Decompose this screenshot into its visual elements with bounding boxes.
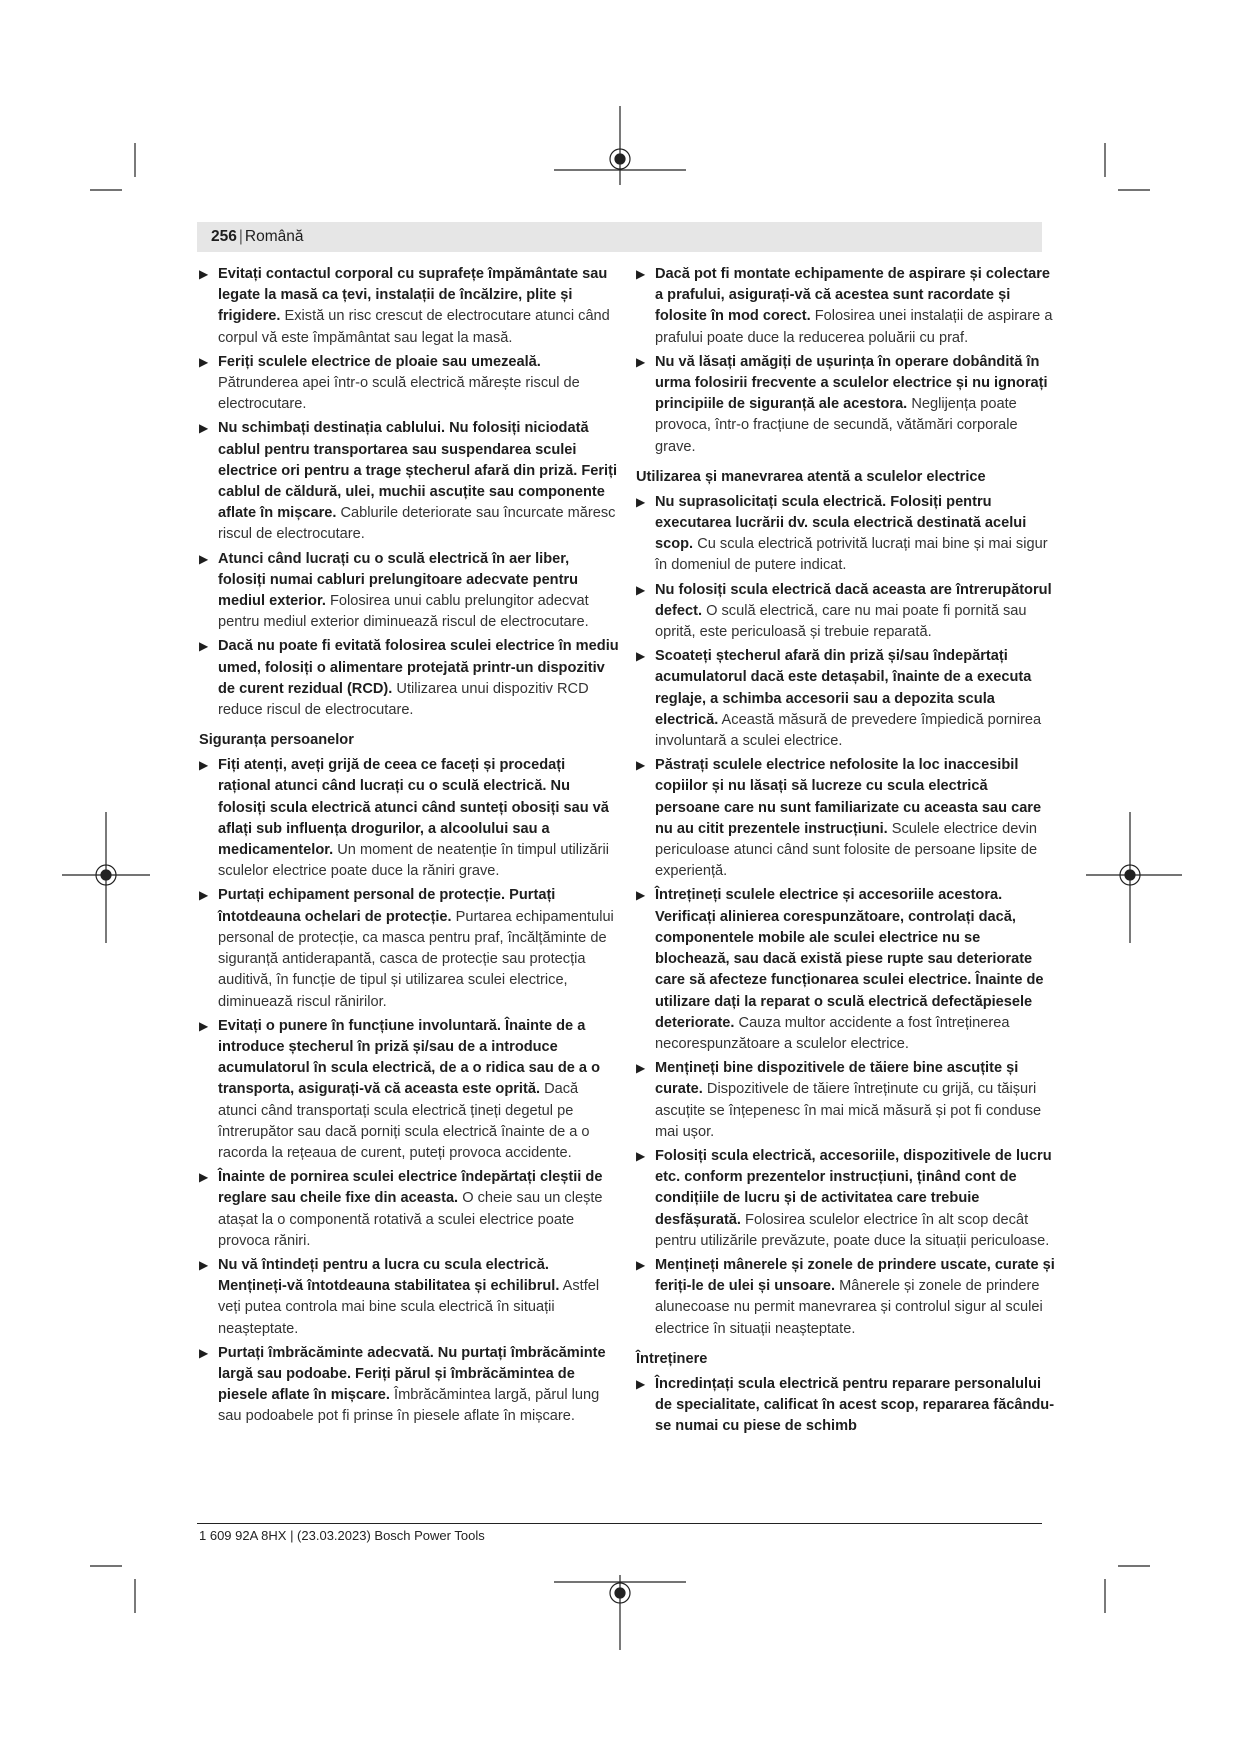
item-explanation: Neglijența poate provoca, într-o fracțiune de secundă, vătămări corporale grave.	[655, 396, 1018, 455]
bullet-arrow-icon: ▶	[636, 1376, 646, 1391]
item-explanation: Această măsură de prevedere împiedică pornirea involuntară a sculei electrice.	[655, 711, 1042, 750]
item-explanation: Cablurile deteriorate sau încurcate măresc riscul de electrocutare.	[218, 505, 616, 543]
list-item	[636, 352, 1056, 458]
item-instruction: Mențineți mânerele și zonele de prindere uscate, curate și feriți-le de ulei și unsoare.	[655, 1256, 1055, 1295]
item-explanation: Îmbrăcămintea largă, părul lung sau podoabele pot fi prinse în piesele aflate în mișcare.	[218, 1387, 600, 1425]
list-item	[636, 885, 1056, 1055]
item-instruction: Nu schimbați destinația cablului. Nu folosiți niciodată cablul pentru transportarea sau suspendarea sculei electrice ori pentru a trage ștecherul afară din priză. Feriți cablul de căldură, ulei, muchii ascuțite sau componente aflate în mișcare.	[218, 420, 618, 522]
item-explanation: O cheie sau un clește atașat la o componentă rotativă a sculei electrice poate provoca răniri.	[218, 1190, 603, 1249]
safety-list-dust	[636, 264, 1056, 458]
right-column	[636, 264, 1056, 1437]
left-column	[199, 264, 619, 1428]
list-item	[636, 1255, 1056, 1340]
item-instruction: Nu vă întindeți pentru a lucra cu scula electrică. Mențineți-vă întotdeauna stabilitatea și echilibrul.	[218, 1256, 560, 1295]
list-item	[199, 418, 619, 545]
item-instruction: Nu suprasolicitați scula electrică. Folosiți pentru executarea lucrării dv. scula electrică destinată acelui scop.	[655, 493, 1027, 553]
list-item	[199, 264, 619, 349]
page-footer: 1 609 92A 8HX | (23.03.2023) Bosch Power Tools	[199, 1528, 485, 1543]
item-instruction: Dacă nu poate fi evitată folosirea sculei electrice în mediu umed, folosiți o alimentare protejată printr-un dispozitiv de curent rezidual (RCD).	[218, 638, 619, 697]
bullet-arrow-icon: ▶	[636, 1148, 646, 1163]
item-explanation: Cu scula electrică potrivită lucrați mai bine și mai sigur în domeniul de putere indicat.	[655, 536, 1048, 574]
header-language: Română	[244, 228, 304, 245]
bullet-arrow-icon: ▶	[199, 1018, 209, 1033]
item-explanation: Purtarea echipamentului personal de protecție, ca masca pentru praf, încălțăminte de siguranță antiderapantă, casca de protecție sau protecția auditivă, în funcție de tipul și utilizarea sculei electrice, diminuează riscul rănirilor.	[218, 908, 614, 1010]
registration-mark-right	[1086, 812, 1182, 943]
bullet-arrow-icon: ▶	[636, 758, 646, 773]
safety-list-electrical	[199, 264, 619, 721]
item-instruction: Nu vă lăsați amăgiți de ușurința în operare dobândită în urma folosirii frecvente a sculelor electrice și nu ignorați principiile de siguranță ale acestora.	[655, 353, 1048, 413]
safety-list-tool-use	[636, 492, 1056, 1340]
list-item	[199, 1167, 619, 1252]
bullet-arrow-icon: ▶	[636, 267, 646, 281]
bullet-arrow-icon: ▶	[636, 354, 646, 369]
item-explanation: Folosirea sculelor electrice în alt scop decât pentru utilizările prevăzute, poate duce la situații periculoase.	[655, 1211, 1050, 1249]
bullet-arrow-icon: ▶	[636, 1061, 646, 1076]
list-item	[199, 1343, 619, 1428]
bullet-arrow-icon: ▶	[199, 888, 209, 903]
bullet-arrow-icon: ▶	[199, 639, 209, 654]
item-instruction: Mențineți bine dispozitivele de tăiere bine ascuțite și curate.	[655, 1060, 1019, 1098]
item-instruction: Atunci când lucrați cu o sculă electrică în aer liber, folosiți numai cabluri prelungitoare adecvate pentru mediul exterior.	[218, 550, 579, 610]
bullet-arrow-icon: ▶	[636, 649, 646, 664]
list-item	[636, 264, 1056, 349]
list-item	[636, 492, 1056, 577]
item-instruction: Încredințați scula electrică pentru reparare personalului de specialitate, calificat în acest scop, repararea făcându-se numai cu piese de schimb	[655, 1375, 1055, 1435]
item-explanation: Utilizarea unui dispozitiv RCD reduce riscul de electrocutare.	[218, 680, 589, 719]
item-instruction: Purtați echipament personal de protecție. Purtați întotdeauna ochelari de protecție.	[218, 887, 556, 925]
list-item	[199, 636, 619, 721]
item-instruction: Înainte de pornirea sculei electrice îndepărtați cleștii de reglare sau cheile fixe din aceasta.	[218, 1169, 603, 1207]
bullet-arrow-icon: ▶	[199, 1345, 209, 1360]
list-item	[636, 1058, 1056, 1143]
bullet-arrow-icon: ▶	[199, 758, 209, 773]
item-instruction: Purtați îmbrăcăminte adecvată. Nu purtați îmbrăcăminte largă sau podoabe. Feriți părul și îmbrăcămintea de piesele aflate în mișcare.	[218, 1344, 606, 1404]
bullet-arrow-icon: ▶	[636, 494, 646, 509]
list-item	[199, 549, 619, 634]
item-instruction: Întrețineți sculele electrice și accesoriile acestora. Verificați alinierea corespunzătoare, controlați dacă, componentele mobile ale sculei electrice nu se blochează, sau dacă există piese rupte sau deteriorate care să afecteze funcționarea sculei electrice. Înainte de utilizare dați la reparat o sculă electrică defectăpiesele deteriorate.	[655, 887, 1044, 1031]
registration-mark-bottom	[554, 1575, 686, 1650]
item-explanation: Un moment de neatenție în timpul utilizării sculelor electrice poate duce la răniri grave.	[218, 842, 609, 880]
list-item	[636, 580, 1056, 644]
list-item	[199, 1016, 619, 1164]
item-instruction: Evitați o punere în funcțiune involuntară. Înainte de a introduce ștecherul în priză și/sau de a introduce acumulatorul în scula electrică, de a o ridica sau de a o transporta, asigurați-vă că aceasta este oprită.	[218, 1017, 601, 1098]
list-item	[199, 1255, 619, 1340]
item-instruction: Feriți sculele electrice de ploaie sau umezeală.	[218, 353, 541, 370]
bullet-arrow-icon: ▶	[199, 354, 209, 369]
bullet-arrow-icon: ▶	[199, 267, 209, 281]
list-item	[199, 352, 619, 416]
list-item	[636, 1374, 1056, 1438]
item-instruction: Păstrați sculele electrice nefolosite la loc inaccesibil copiilor și nu lăsați să lucreze cu scula electrică persoane care nu sunt familiarizate cu aceasta sau care nu au citit prezentele instrucțiuni.	[655, 757, 1042, 837]
page-number: 256	[211, 228, 237, 245]
item-explanation: Pătrunderea apei într-o sculă electrică mărește riscul de electrocutare.	[218, 375, 580, 413]
item-instruction: Scoateți ștecherul afară din priză și/sau îndepărtați acumulatorul dacă este detașabil, înainte de a executa reglaje, a schimba accesorii sau a depozita scula electrică.	[655, 648, 1032, 728]
safety-list-personal	[199, 755, 619, 1427]
item-explanation: Cauza multor accidente a fost întreținerea necorespunzătoare a sculelor electrice.	[655, 1014, 1010, 1052]
item-instruction: Evitați contactul corporal cu suprafețe împământate sau legate la masă ca țevi, instalații de încălzire, plite și frigidere.	[218, 266, 608, 325]
bullet-arrow-icon: ▶	[636, 1257, 646, 1272]
section-heading-tool-use: Utilizarea și manevrarea atentă a sculelor electrice	[636, 468, 986, 485]
list-item	[636, 755, 1056, 882]
item-instruction: Folosiți scula electrică, accesoriile, dispozitivele de lucru etc. conform prezentelor instrucțiuni, ținând cont de condițiile de lucru și de activitatea care trebuie desfășurată.	[655, 1147, 1052, 1228]
item-explanation: Folosirea unui cablu prelungitor adecvat pentru mediul exterior diminuează riscul de electrocutare.	[218, 593, 589, 631]
item-explanation: Mânerele și zonele de prindere alunecoase nu permit manevrarea și controlul sigur al sculei electrice în situații neașteptate.	[655, 1278, 1043, 1337]
item-instruction: Fiți atenți, aveți grijă de ceea ce faceți și procedați rațional atunci când lucrați cu o sculă electrică. Nu folosiți scula electrică atunci când sunteți obosiți sau vă aflați sub influența drogurilor, a alcoolului sau a medicamentelor.	[218, 757, 609, 859]
item-explanation: Sculele electrice devin periculoase atunci când sunt folosite de persoane lipsite de experiență.	[655, 820, 1038, 880]
bullet-arrow-icon: ▶	[636, 888, 646, 903]
bullet-arrow-icon: ▶	[199, 1257, 209, 1272]
safety-list-maintenance	[636, 1374, 1056, 1438]
list-item	[636, 1146, 1056, 1252]
item-instruction: Nu folosiți scula electrică dacă aceasta are întrerupătorul defect.	[655, 581, 1052, 619]
bullet-arrow-icon: ▶	[636, 582, 646, 597]
page-header	[197, 222, 1042, 252]
item-explanation: Dacă atunci când transportați scula electrică țineți degetul pe întrerupător sau dacă porniți scula electrică înainte de a o racorda la rețeaua de curent, puteți provoca accidente.	[218, 1081, 590, 1161]
section-heading-maintenance: Întreținere	[636, 1350, 708, 1367]
bullet-arrow-icon: ▶	[199, 551, 209, 566]
item-instruction: Dacă pot fi montate echipamente de aspirare și colectare a prafului, asigurați-vă că acestea sunt racordate și folosite în mod corect.	[655, 266, 1050, 325]
item-explanation: Există un risc crescut de electrocutare atunci când corpul vă este împământat sau legat la masă.	[218, 308, 610, 346]
registration-mark-left	[62, 812, 150, 943]
item-explanation: Folosirea unei instalații de aspirare a prafului poate duce la reducerea poluării cu praf.	[655, 308, 1053, 346]
list-item	[636, 646, 1056, 752]
bullet-arrow-icon: ▶	[199, 1170, 209, 1185]
registration-mark-top	[554, 106, 686, 185]
bullet-arrow-icon: ▶	[199, 421, 209, 436]
footer-rule	[197, 1523, 1042, 1524]
item-explanation: O sculă electrică, care nu mai poate fi pornită sau oprită, este periculoasă și trebuie reparată.	[655, 602, 1027, 641]
list-item	[199, 755, 619, 882]
item-explanation: Dispozitivele de tăiere întreținute cu grijă, cu tăișuri ascuțite se înțepenesc în mai mică măsură și pot fi conduse mai ușor.	[655, 1081, 1042, 1140]
header-separator: |	[238, 228, 243, 245]
list-item	[199, 885, 619, 1012]
item-explanation: Astfel veți putea controla mai bine scula electrică în situații neașteptate.	[218, 1278, 600, 1337]
section-heading-personal-safety: Siguranța persoanelor	[199, 732, 354, 749]
